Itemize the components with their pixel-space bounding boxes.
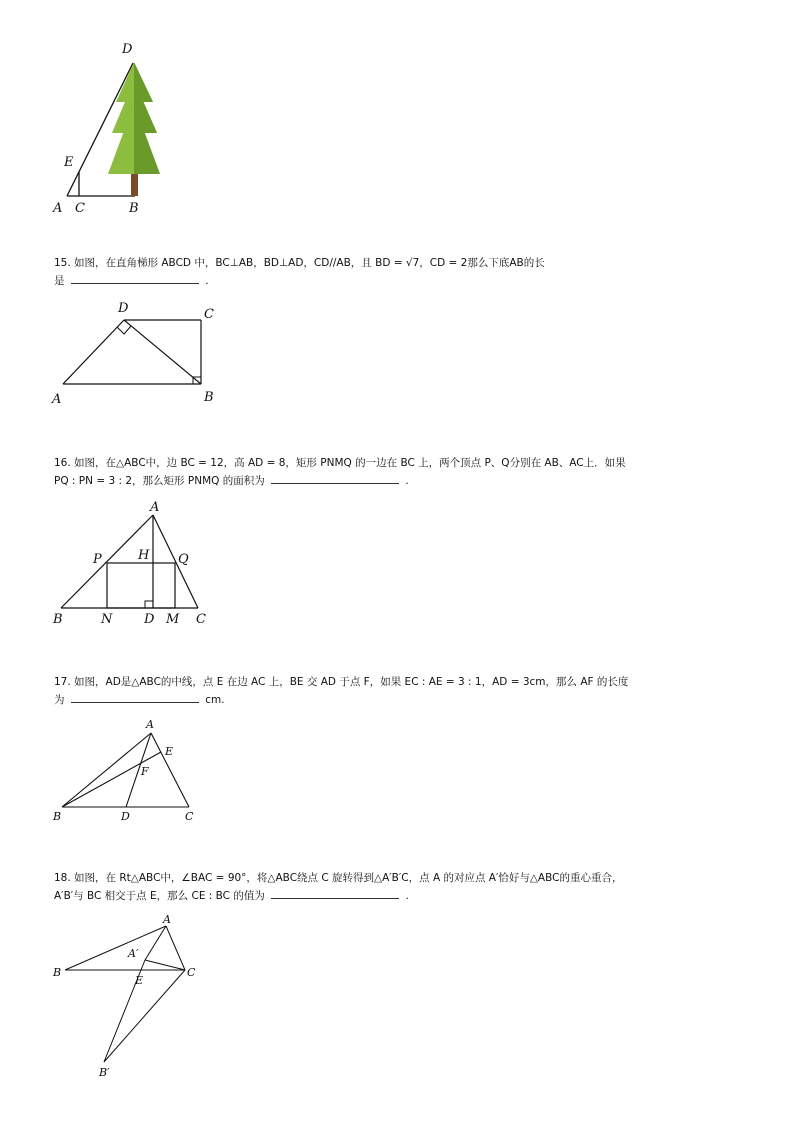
label-A-prime: A′: [128, 947, 139, 960]
question-17-line1: 17. 如图，AD是△ABC的中线，点 E 在边 AC 上，BE 交 AD 于点 F，如果 EC : AE = 3 : 1，AD = 3cm，那么 AF 的长度: [54, 676, 629, 688]
label-A: A: [146, 718, 154, 731]
label-P: P: [93, 552, 102, 567]
answer-blank-15[interactable]: [71, 273, 199, 284]
figure-14: [52, 42, 160, 216]
label-B: B: [204, 390, 214, 405]
label-Q: Q: [178, 552, 189, 567]
figure-15: [51, 301, 214, 407]
label-B: B: [129, 201, 139, 216]
label-B: B: [53, 810, 62, 823]
line-DA: [63, 320, 124, 384]
answer-blank-18[interactable]: [271, 888, 399, 899]
label-A: A: [53, 201, 63, 216]
question-15-suffix: .: [205, 275, 209, 287]
line-AB: [62, 733, 151, 807]
right-angle-mark-D: [117, 326, 131, 334]
line-Bprime-C: [104, 970, 185, 1062]
label-A: A: [150, 500, 160, 515]
label-D: D: [122, 42, 133, 57]
question-15-prefix: 是: [54, 275, 65, 287]
label-C: C: [204, 307, 214, 322]
question-16-line1: 16. 如图，在△ABC中，边 BC = 12，高 AD = 8，矩形 PNMQ 的一边在 BC 上，两个顶点 P、Q分别在 AB、AC上．如果: [54, 457, 626, 469]
label-E: E: [165, 745, 174, 758]
label-E: E: [64, 155, 74, 170]
label-F: F: [141, 765, 149, 778]
figure-18: [52, 913, 196, 1079]
question-16-prefix: PQ : PN = 3 : 2，那么矩形 PNMQ 的面积为: [54, 475, 265, 487]
label-B: B: [53, 612, 63, 627]
line-BE: [62, 752, 161, 807]
line-DB: [124, 320, 201, 384]
line-AB: [65, 926, 166, 970]
question-15-line1: 15. 如图，在直角梯形 ABCD 中，BC⊥AB，BD⊥AD，CD//AB，且 BD = √7，CD = 2那么下底AB的长: [54, 257, 545, 269]
label-A: A: [52, 392, 62, 407]
label-M: M: [166, 612, 180, 627]
question-16-suffix: .: [405, 475, 409, 487]
question-17-prefix: 为: [54, 694, 65, 706]
figure-16: [52, 500, 206, 627]
question-18-line1: 18. 如图，在 Rt△ABC中，∠BAC = 90°，将△ABC绕点 C 旋转得到△A′B′C，点 A 的对应点 A′恰好与△ABC的重心重合，: [54, 872, 623, 884]
question-17-line2: [54, 692, 225, 709]
label-D: D: [121, 810, 130, 823]
question-16-line2: [54, 473, 409, 490]
right-angle-mark-D: [145, 601, 153, 608]
label-C: C: [196, 612, 206, 627]
answer-blank-16[interactable]: [271, 473, 399, 484]
figure-17: [52, 718, 194, 823]
label-A: A: [163, 913, 171, 926]
answer-blank-17[interactable]: [71, 692, 199, 703]
label-C: C: [187, 966, 196, 979]
rectangle-PNMQ: [107, 563, 175, 608]
label-N: N: [101, 612, 113, 627]
question-17-suffix: cm.: [205, 694, 225, 706]
tree-icon: [108, 62, 160, 196]
label-B-prime: B′: [99, 1066, 110, 1079]
label-C: C: [185, 810, 194, 823]
label-B: B: [53, 966, 62, 979]
label-E: E: [135, 974, 144, 987]
label-D: D: [118, 301, 129, 316]
line-Aprime-C: [145, 960, 185, 970]
question-18-prefix: A′B′与 BC 相交于点 E，那么 CE : BC 的值为: [54, 890, 265, 902]
label-H: H: [138, 548, 150, 563]
question-18-line2: [54, 888, 409, 905]
question-18-suffix: .: [405, 890, 409, 902]
label-C: C: [75, 201, 85, 216]
label-D: D: [144, 612, 155, 627]
line-AC: [166, 926, 185, 970]
question-15-line2: [54, 273, 209, 290]
